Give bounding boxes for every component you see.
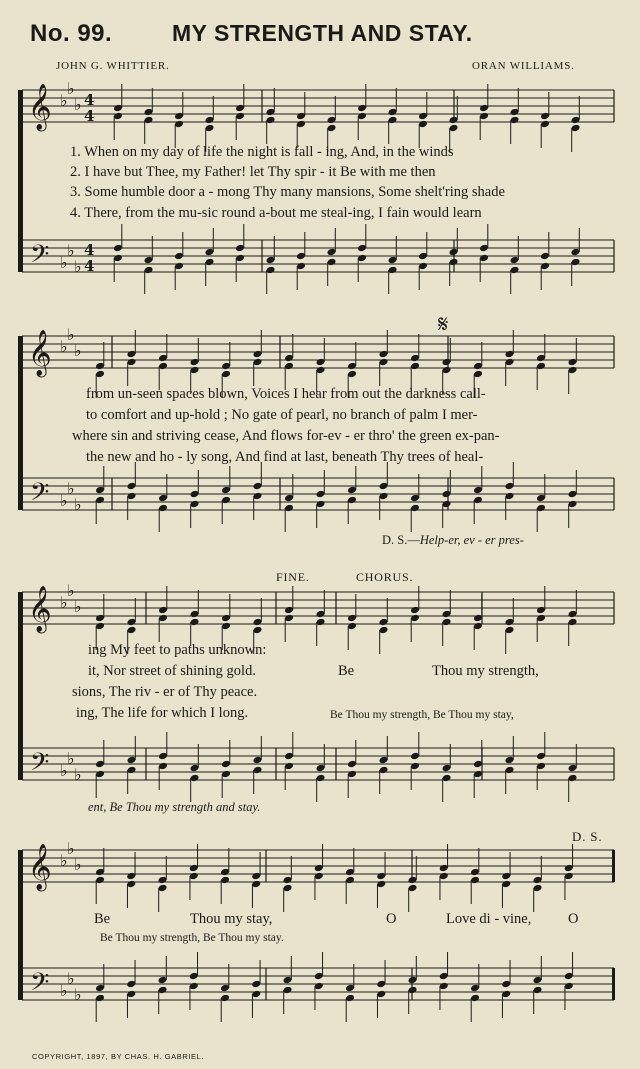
verse-4-line-2: the new and ho - ly song, And find at last, beneath Thy trees of heal- (86, 449, 484, 465)
system-brace (18, 336, 21, 510)
hymn-title: MY STRENGTH AND STAY. (172, 20, 473, 46)
flat-sign: ♭ (67, 749, 75, 768)
flat-sign: ♭ (60, 491, 68, 510)
flat-sign: ♭ (67, 325, 75, 344)
chorus-o-2: O (568, 911, 579, 927)
flat-sign: ♭ (74, 257, 82, 276)
verse-1-line-2: from un-seen spaces blown, Voices I hear from out the darkness call- (86, 386, 486, 402)
flat-sign: ♭ (67, 839, 75, 858)
ds-marker: D. S. (572, 829, 603, 844)
ds-words: Help-er, ev - er pres- (419, 533, 524, 547)
system-brace (18, 850, 21, 1000)
flat-sign: ♭ (67, 479, 75, 498)
flat-sign: ♭ (60, 981, 68, 1000)
flat-sign: ♭ (74, 855, 82, 874)
verse-2-line-1: 2. I have but Thee, my Father! let Thy spir - it Be with me then (70, 164, 436, 180)
verse-1-line-1: 1. When on my day of life the night is fall - ing, And, in the winds (70, 144, 454, 160)
bass-clef: 𝄢 (30, 968, 50, 1003)
time-signature-bottom: 4 (84, 107, 95, 125)
bass-clef: 𝄢 (30, 478, 50, 513)
flat-sign: ♭ (60, 851, 68, 870)
verse-3-line-1: 3. Some humble door a - mong Thy many mansions, Some shelt'ring shade (70, 184, 505, 200)
chorus-love-divine: Love di - vine, (446, 911, 532, 927)
treble-clef: 𝄞 (28, 586, 52, 632)
bass-clef: 𝄢 (30, 748, 50, 783)
verse-2-line-3: it, Nor street of shining gold. (88, 663, 256, 679)
chorus-word-be: Be (338, 663, 355, 679)
flat-sign: ♭ (60, 593, 68, 612)
flat-sign: ♭ (60, 337, 68, 356)
verse-1-line-3: ing My feet to paths unknown: (88, 642, 267, 658)
time-signature-top: 4 (84, 241, 95, 259)
verse-4-line-1: 4. There, from the mu-sic round a-bout me steal-ing, I fain would learn (70, 205, 482, 221)
flat-sign: ♭ (74, 341, 82, 360)
time-signature-top: 4 (84, 91, 95, 109)
chorus-marker: CHORUS. (356, 570, 414, 584)
verse-3-line-2: where sin and striving cease, And flows for-ev - er thro' the green ex-pan- (72, 428, 500, 444)
ds-ending: ent, Be Thou my strength and stay. (88, 800, 261, 814)
treble-clef: 𝄞 (28, 330, 52, 376)
final-barline (612, 968, 615, 1000)
flat-sign: ♭ (67, 79, 75, 98)
bass-clef: 𝄢 (30, 240, 50, 275)
ds-instruction (382, 533, 524, 548)
fine-marker: FINE. (276, 570, 310, 584)
flat-sign: ♭ (74, 985, 82, 1004)
final-barline (612, 850, 615, 882)
treble-clef: 𝄞 (28, 84, 52, 130)
composer: ORAN WILLIAMS. (472, 60, 575, 72)
segno-sign: 𝄋 (438, 312, 449, 338)
flat-sign: ♭ (60, 91, 68, 110)
chorus-bass-words: Be Thou my strength, Be Thou my stay, (330, 709, 514, 721)
flat-sign: ♭ (60, 253, 68, 272)
verse-3-line-3: sions, The riv - er of Thy peace. (72, 684, 258, 700)
verse-4-line-3: ing, The life for which I long. (76, 705, 249, 721)
treble-clef: 𝄞 (28, 844, 52, 890)
chorus-o-1: O (386, 911, 397, 927)
system-brace (18, 90, 21, 272)
flat-sign: ♭ (74, 597, 82, 616)
copyright-notice: COPYRIGHT, 1897, BY CHAS. H. GABRIEL. (32, 1052, 205, 1061)
flat-sign: ♭ (67, 581, 75, 600)
flat-sign: ♭ (74, 95, 82, 114)
flat-sign: ♭ (60, 761, 68, 780)
system-brace (18, 592, 21, 780)
flat-sign: ♭ (74, 765, 82, 784)
time-signature-bottom: 4 (84, 257, 95, 275)
chorus-bass-line: Be Thou my strength, Be Thou my stay. (100, 932, 284, 944)
flat-sign: ♭ (67, 241, 75, 260)
lyricist: JOHN G. WHITTIER. (56, 60, 170, 72)
chorus-be: Be (94, 911, 111, 927)
flat-sign: ♭ (67, 969, 75, 988)
chorus-word-strength: Thou my strength, (432, 663, 539, 679)
chorus-thou-my-stay: Thou my stay, (190, 911, 273, 927)
hymn-number: No. 99. (30, 20, 113, 47)
verse-2-line-2: to comfort and up-hold ; No gate of pearl, no branch of palm I mer- (86, 407, 478, 423)
ds-label: D. S.— (382, 533, 420, 547)
flat-sign: ♭ (74, 495, 82, 514)
